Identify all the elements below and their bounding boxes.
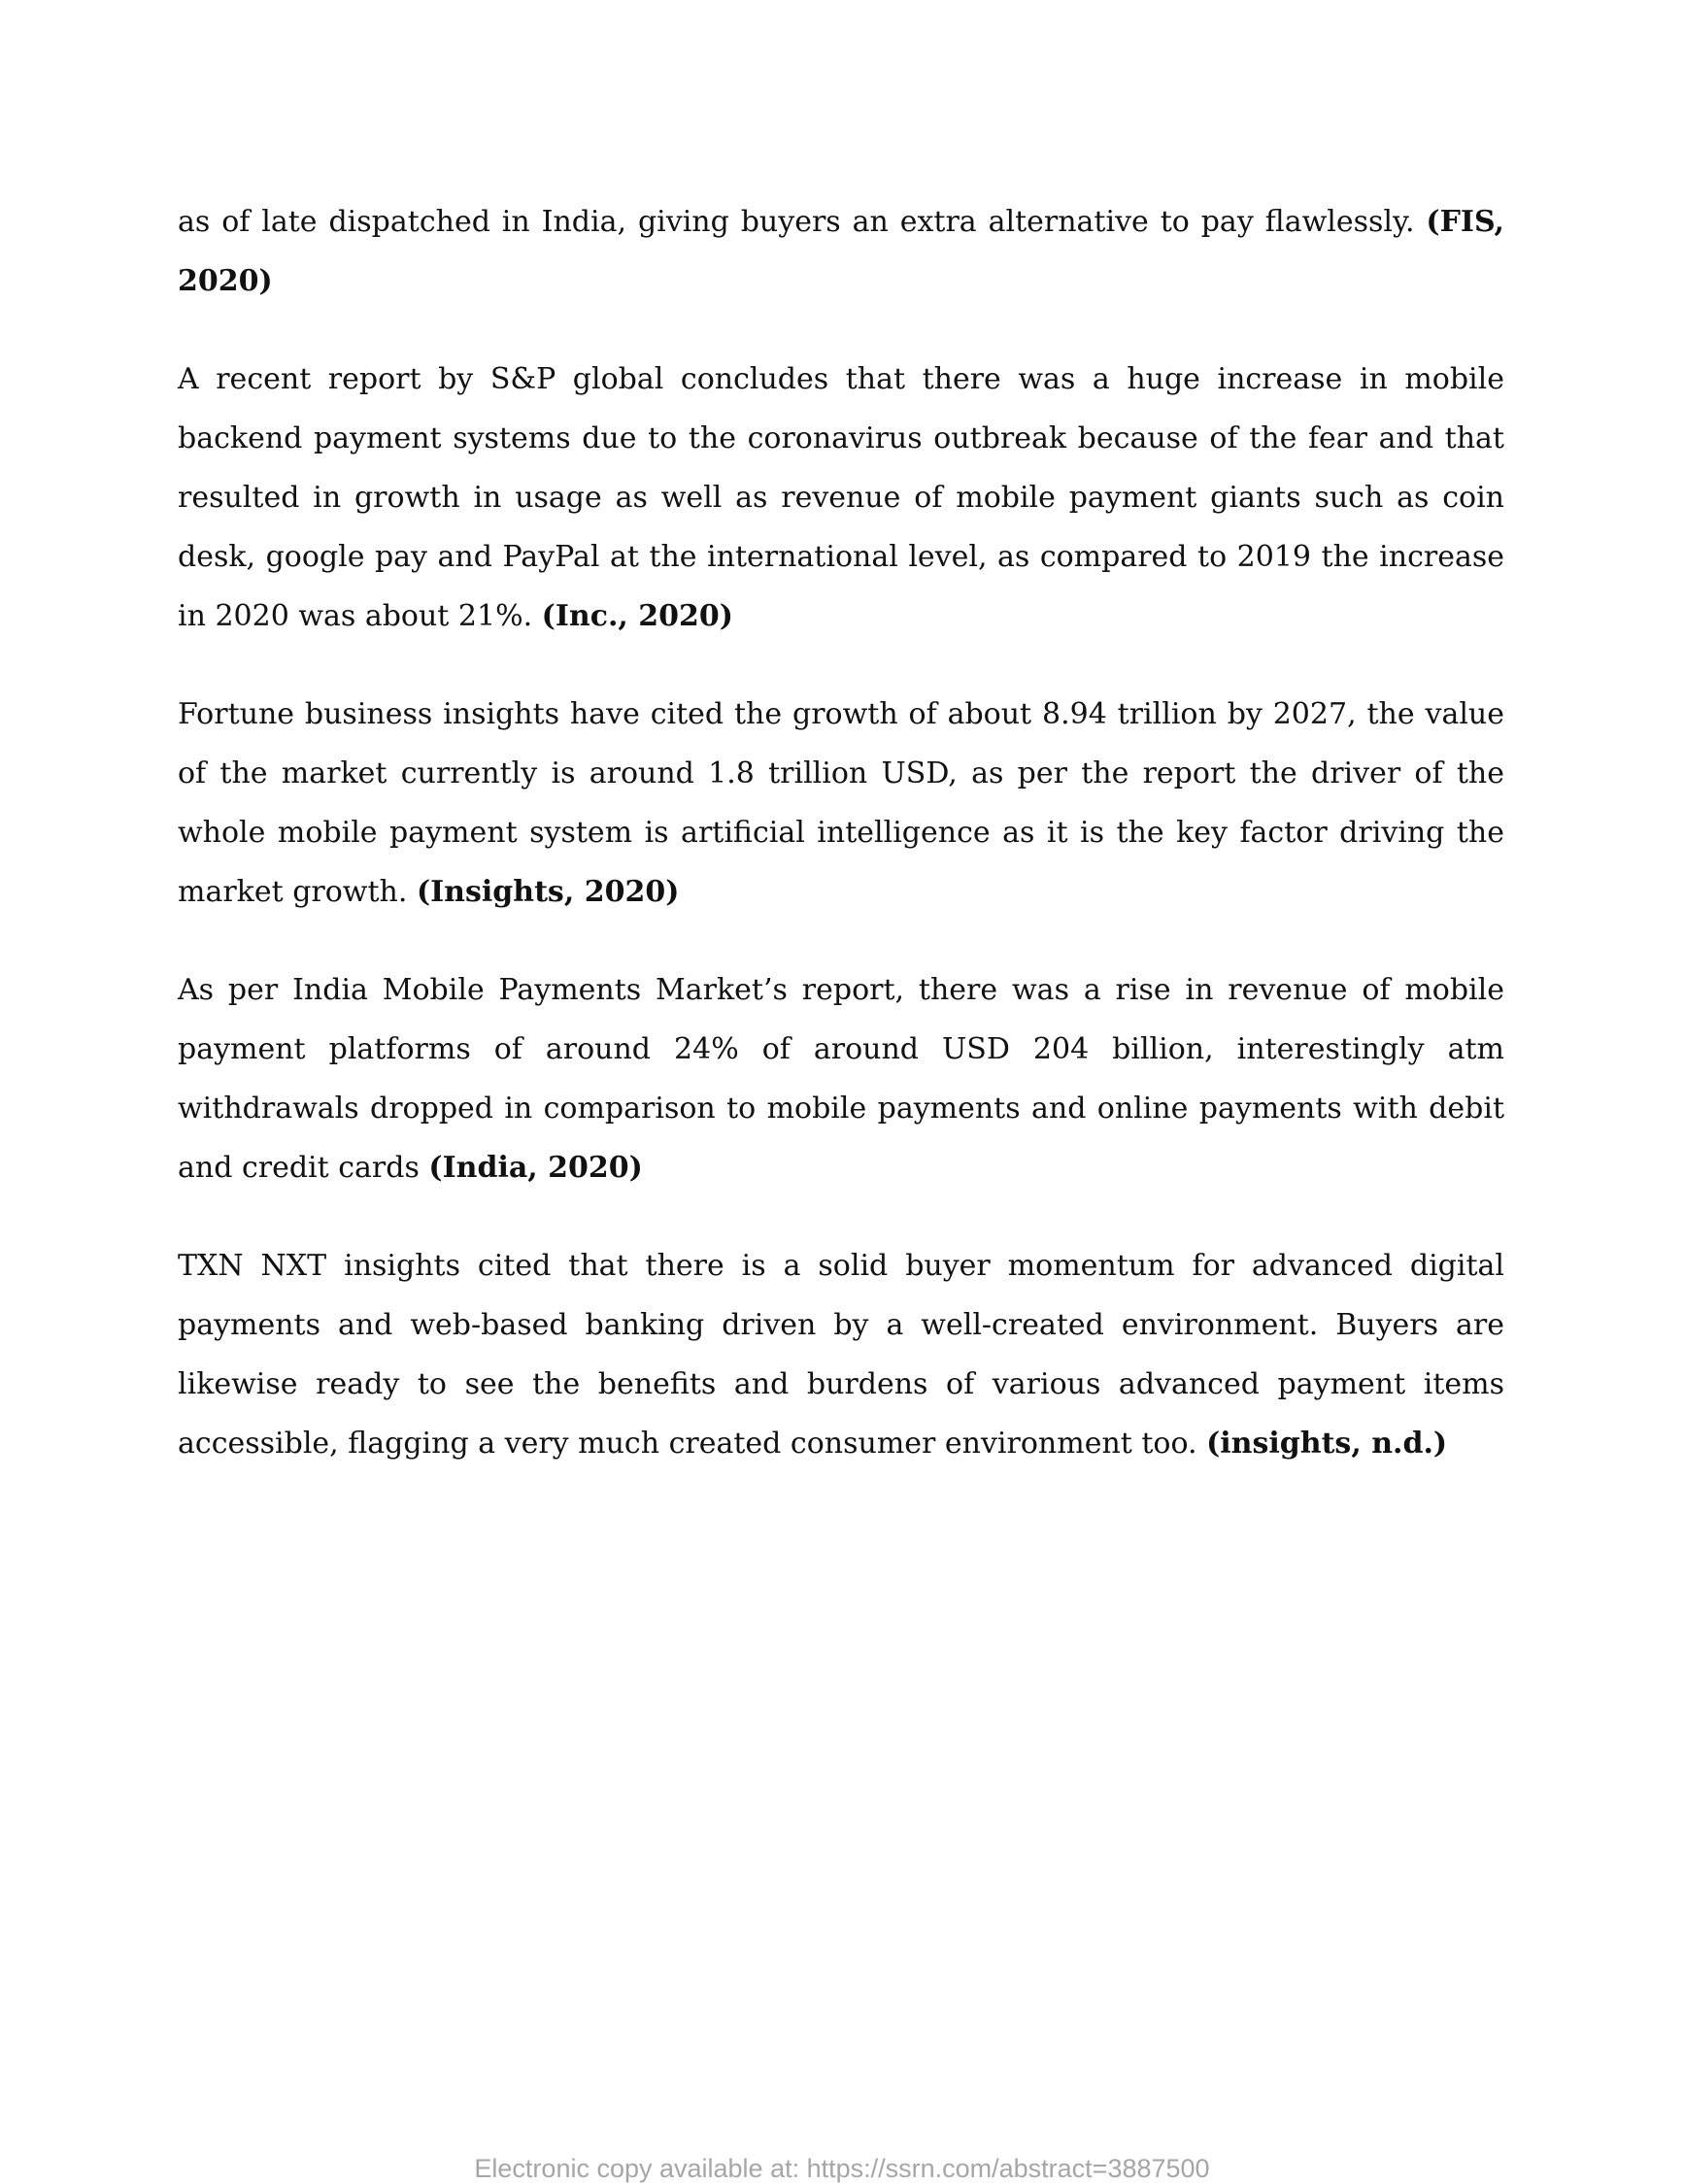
paragraph-text: TXN NXT insights cited that there is a solid buyer momentum for advanced digital payments and web-based banking driven by a well-created environment. Buyers are likewise ready to see the benefits and burdens of various advanced payment items accessible, flagging a very much created consumer environment too. [178,1249,1504,1461]
paragraph-4 [178,960,1504,1197]
paragraph-text: Fortune business insights have cited the growth of about 8.94 trillion by 2027, the value of the market currently is around 1.8 trillion USD, as per the report the driver of the whole mobile payment system is artificial intelligence as it is the key factor driving the market growth. [178,697,1504,909]
paragraph-1 [178,192,1504,311]
ssrn-footer: Electronic copy available at: https://ssrn.com/abstract=3887500 [474,2154,1210,2183]
citation: (insights, n.d.) [1206,1427,1448,1461]
paragraph-text: A recent report by S&P global concludes that there was a huge increase in mobile backend payment systems due to the coronavirus outbreak because of the fear and that resulted in growth in usage as well as revenue of mobile payment giants such as coin desk, google pay and PayPal at the international level, as compared to 2019 the increase in 2020 was about 21%. [178,362,1504,633]
paragraph-5 [178,1236,1504,1473]
citation: (India, 2020) [428,1151,643,1185]
body-text [178,192,1504,1512]
paragraph-text: as of late dispatched in India, giving buyers an extra alternative to pay flawlessly. [178,205,1415,239]
paragraph-text: As per India Mobile Payments Market’s report, there was a rise in revenue of mobile payment platforms of around 24% of around USD 204 billion, interestingly atm withdrawals dropped in comparison to mobile payments and online payments with debit and credit cards [178,973,1504,1185]
citation: (Inc., 2020) [541,599,734,633]
paragraph-2 [178,350,1504,646]
citation: (Insights, 2020) [416,875,680,909]
citation: (FIS, 2020) [178,205,1504,298]
paragraph-3 [178,685,1504,922]
